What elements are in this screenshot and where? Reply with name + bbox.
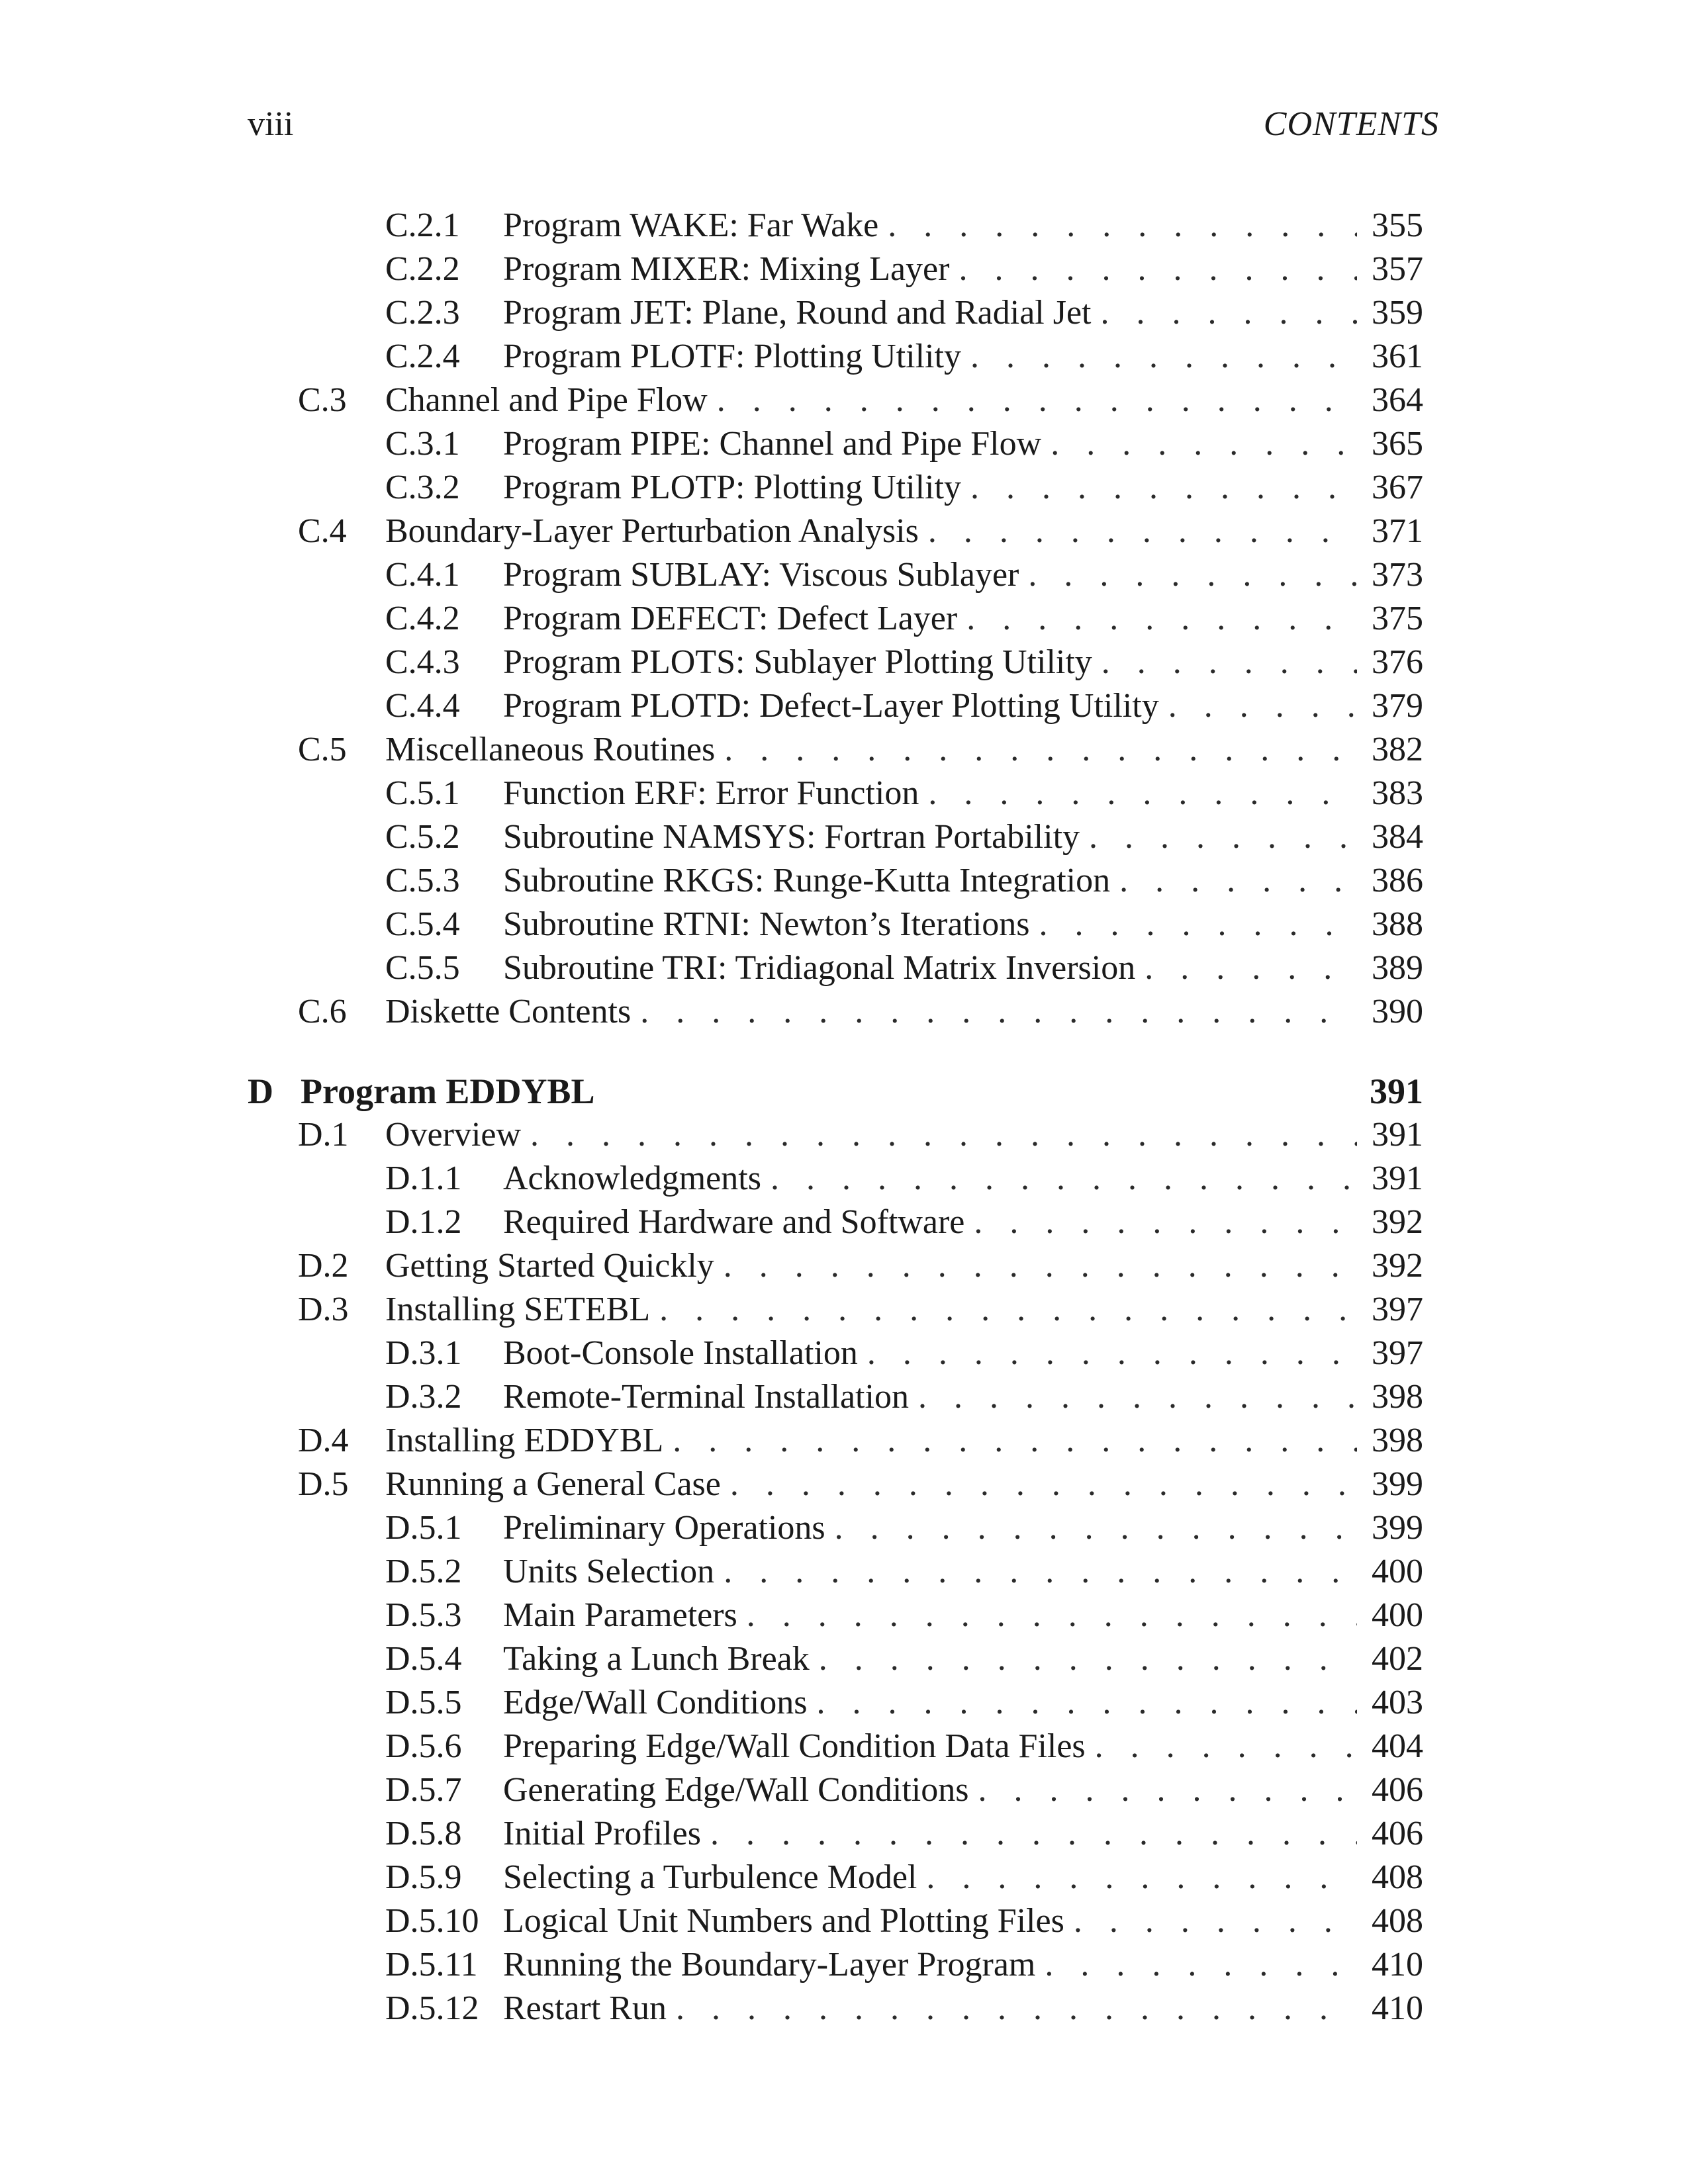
toc-entry-title: Program WAKE: Far Wake xyxy=(503,206,879,244)
dot-leader xyxy=(673,1419,1357,1463)
toc-entry xyxy=(0,291,1688,335)
toc-entry xyxy=(0,684,1688,728)
toc-title-line xyxy=(503,1375,1357,1419)
toc-entry-title: Units Selection xyxy=(503,1553,715,1590)
dot-leader xyxy=(1145,946,1357,990)
toc-entry-title: Program MIXER: Mixing Layer xyxy=(503,250,950,288)
toc-entry-title: Boot-Console Installation xyxy=(503,1334,858,1372)
toc-title-line xyxy=(503,1594,1357,1637)
dot-leader xyxy=(730,1463,1357,1506)
toc-entry-title: Program EDDYBL xyxy=(301,1071,595,1111)
toc-entry-title: Restart Run xyxy=(503,1989,667,2027)
dot-leader xyxy=(970,466,1357,510)
toc-title-line xyxy=(503,1812,1357,1856)
toc-title-line xyxy=(385,1113,1357,1157)
toc-entry-title: Program PLOTF: Plotting Utility xyxy=(503,338,961,375)
toc-entry-number: D.5.8 xyxy=(385,1815,462,1852)
toc-entry-page: 384 xyxy=(1372,818,1423,856)
toc-entry-number: D.5 xyxy=(298,1465,349,1503)
toc-title-line xyxy=(503,903,1357,946)
dot-leader xyxy=(926,1856,1357,1899)
toc-entry-page: 361 xyxy=(1372,338,1423,375)
toc-entry xyxy=(0,728,1688,772)
toc-title-line xyxy=(385,379,1357,422)
toc-entry xyxy=(0,772,1688,815)
toc-entry-number: C.5.1 xyxy=(385,774,460,812)
toc-entry-page: 406 xyxy=(1372,1771,1423,1809)
toc-title-line xyxy=(503,1856,1357,1899)
toc-title-line xyxy=(503,1768,1357,1812)
toc-entry-number: D.1 xyxy=(298,1116,349,1154)
toc-entry-title: Program JET: Plane, Round and Radial Jet xyxy=(503,294,1092,332)
toc-entry-title: Program PLOTP: Plotting Utility xyxy=(503,469,961,506)
toc-entry-page: 373 xyxy=(1372,556,1423,594)
toc-entry-page: 398 xyxy=(1372,1422,1423,1459)
toc-entry-number: C.5.4 xyxy=(385,905,460,943)
toc-entry xyxy=(0,1375,1688,1419)
toc-entry-page: 375 xyxy=(1372,600,1423,637)
toc-entry-number: D.4 xyxy=(298,1422,349,1459)
toc-entry-page: 397 xyxy=(1372,1334,1423,1372)
toc-entry-title: Main Parameters xyxy=(503,1596,737,1634)
toc-entry-number: C.4.1 xyxy=(385,556,460,594)
toc-entry xyxy=(0,1637,1688,1681)
dot-leader xyxy=(974,1201,1357,1244)
toc-title-line xyxy=(503,1725,1357,1768)
toc-entry-number: D.5.2 xyxy=(385,1553,462,1590)
toc-entry-page: 390 xyxy=(1372,993,1423,1030)
toc-title-line xyxy=(503,1987,1357,2030)
toc-entry xyxy=(0,859,1688,903)
toc-entry-number: D.5.7 xyxy=(385,1771,462,1809)
dot-leader xyxy=(1039,903,1357,946)
toc-entry xyxy=(0,815,1688,859)
toc-title-line xyxy=(503,815,1357,859)
toc-entry-page: 391 xyxy=(1372,1116,1423,1154)
toc-title-line xyxy=(385,510,1357,553)
toc-title-line xyxy=(503,1637,1357,1681)
toc-entry-title: Taking a Lunch Break xyxy=(503,1640,810,1678)
toc-entry xyxy=(0,1244,1688,1288)
toc-entry-page: 376 xyxy=(1372,643,1423,681)
toc-entry-title: Program SUBLAY: Viscous Sublayer xyxy=(503,556,1019,594)
toc-entry-number: C.3 xyxy=(298,381,347,419)
toc-entry xyxy=(0,1332,1688,1375)
dot-leader xyxy=(1095,1725,1357,1768)
toc-entry xyxy=(0,1550,1688,1594)
toc-title-line xyxy=(503,466,1357,510)
toc-entry-page: 406 xyxy=(1372,1815,1423,1852)
toc-entry-title: Subroutine TRI: Tridiagonal Matrix Inversion xyxy=(503,949,1136,987)
toc-entry xyxy=(0,422,1688,466)
toc-entry-page: 389 xyxy=(1372,949,1423,987)
toc-entry xyxy=(0,248,1688,291)
toc-entry-number: D.3.2 xyxy=(385,1378,462,1416)
dot-leader xyxy=(978,1768,1357,1812)
toc-entry-title: Edge/Wall Conditions xyxy=(503,1684,808,1721)
toc-entry xyxy=(0,1899,1688,1943)
toc-entry-title: Program PLOTS: Sublayer Plotting Utility xyxy=(503,643,1092,681)
toc-entry-page: 359 xyxy=(1372,294,1423,332)
toc-title-line xyxy=(503,1201,1357,1244)
dot-leader xyxy=(1028,553,1357,597)
toc-entry-number: D.5.9 xyxy=(385,1858,462,1896)
toc-entry-number: C.4.2 xyxy=(385,600,460,637)
toc-entry xyxy=(0,1943,1688,1987)
dot-leader xyxy=(530,1113,1357,1157)
toc-entry-number: C.3.2 xyxy=(385,469,460,506)
toc-entry xyxy=(0,379,1688,422)
toc-entry-page: 357 xyxy=(1372,250,1423,288)
toc-entry xyxy=(0,1681,1688,1725)
toc-entry xyxy=(0,1288,1688,1332)
toc-chapter-entry xyxy=(0,1069,1688,1113)
toc-entry-page: 383 xyxy=(1372,774,1423,812)
toc-title-line xyxy=(503,335,1357,379)
dot-leader xyxy=(959,248,1357,291)
toc-entry-title: Acknowledgments xyxy=(503,1160,761,1197)
toc-entry-page: 388 xyxy=(1372,905,1423,943)
toc-entry-page: 410 xyxy=(1372,1946,1423,1983)
toc-entry-number: C.4.4 xyxy=(385,687,460,725)
dot-leader xyxy=(888,204,1357,248)
dot-leader xyxy=(676,1987,1357,2030)
toc-title-line xyxy=(503,1943,1357,1987)
toc-entry xyxy=(0,1725,1688,1768)
toc-entry-page: 399 xyxy=(1372,1465,1423,1503)
toc-entry-number: C.2.4 xyxy=(385,338,460,375)
toc-title-line xyxy=(503,422,1357,466)
toc-entry-page: 397 xyxy=(1372,1291,1423,1328)
toc-entry-page: 367 xyxy=(1372,469,1423,506)
running-head: CONTENTS xyxy=(1263,105,1439,143)
toc-entry-page: 391 xyxy=(1372,1160,1423,1197)
toc-entry-number: D.5.12 xyxy=(385,1989,479,2027)
toc-entry-number: D.2 xyxy=(298,1247,349,1285)
toc-title-line xyxy=(503,597,1357,641)
toc-entry-number: C.4 xyxy=(298,512,347,550)
toc-title-line xyxy=(301,1069,1357,1113)
toc-entry-title: Initial Profiles xyxy=(503,1815,701,1852)
toc-title-line xyxy=(503,684,1357,728)
toc-entry-title: Getting Started Quickly xyxy=(385,1247,714,1285)
toc-entry xyxy=(0,335,1688,379)
toc-entry-title: Program PIPE: Channel and Pipe Flow xyxy=(503,425,1042,463)
toc-entry xyxy=(0,990,1688,1034)
dot-leader xyxy=(659,1288,1357,1332)
toc-entry-number: D.1.1 xyxy=(385,1160,462,1197)
toc-entry-number: D.5.6 xyxy=(385,1727,462,1765)
toc-entry-number: D.5.1 xyxy=(385,1509,462,1547)
toc-entry-title: Program DEFECT: Defect Layer xyxy=(503,600,958,637)
toc-entry-title: Logical Unit Numbers and Plotting Files xyxy=(503,1902,1064,1940)
page-header xyxy=(248,99,1439,152)
toc-entry-title: Program PLOTD: Defect-Layer Plotting Utility xyxy=(503,687,1159,725)
toc-entry-page: 400 xyxy=(1372,1596,1423,1634)
dot-leader xyxy=(1045,1943,1357,1987)
toc-entry-page: 365 xyxy=(1372,425,1423,463)
toc-entry-number: C.5.5 xyxy=(385,949,460,987)
toc-title-line xyxy=(503,1899,1357,1943)
toc-title-line xyxy=(503,946,1357,990)
toc-entry-number: C.2.1 xyxy=(385,206,460,244)
dot-leader xyxy=(1168,684,1357,728)
toc-entry-page: 398 xyxy=(1372,1378,1423,1416)
toc-title-line xyxy=(503,1550,1357,1594)
toc-entry-title: Required Hardware and Software xyxy=(503,1203,965,1241)
toc-title-line xyxy=(503,1506,1357,1550)
toc-entry xyxy=(0,466,1688,510)
toc-entry xyxy=(0,553,1688,597)
toc-entry-title: Running a General Case xyxy=(385,1465,721,1503)
toc-entry xyxy=(0,1157,1688,1201)
dot-leader xyxy=(816,1681,1357,1725)
dot-leader xyxy=(710,1812,1357,1856)
toc-entry-number: D.5.4 xyxy=(385,1640,462,1678)
toc-entry xyxy=(0,597,1688,641)
dot-leader xyxy=(724,1550,1357,1594)
toc-entry xyxy=(0,1768,1688,1812)
toc-entry xyxy=(0,1113,1688,1157)
toc-entry xyxy=(0,641,1688,684)
toc-entry-page: 392 xyxy=(1372,1203,1423,1241)
toc-entry-number: D.5.3 xyxy=(385,1596,462,1634)
toc-entry-number: D.3.1 xyxy=(385,1334,462,1372)
toc-entry-page: 399 xyxy=(1372,1509,1423,1547)
toc-entry xyxy=(0,1856,1688,1899)
toc-title-line xyxy=(503,291,1357,335)
toc-entry-title: Boundary-Layer Perturbation Analysis xyxy=(385,512,919,550)
toc-title-line xyxy=(385,990,1357,1034)
toc-entry-title: Selecting a Turbulence Model xyxy=(503,1858,917,1896)
toc-entry-page: 408 xyxy=(1372,1858,1423,1896)
toc-entry xyxy=(0,1987,1688,2030)
dot-leader xyxy=(928,510,1357,553)
toc-entry-number: C.3.1 xyxy=(385,425,460,463)
toc-entry-page: 404 xyxy=(1372,1727,1423,1765)
dot-leader xyxy=(918,1375,1357,1419)
toc-entry-title: Subroutine RTNI: Newton’s Iterations xyxy=(503,905,1030,943)
toc-entry-title: Installing EDDYBL xyxy=(385,1422,664,1459)
toc-entry-page: 403 xyxy=(1372,1684,1423,1721)
toc-entry-title: Function ERF: Error Function xyxy=(503,774,919,812)
dot-leader xyxy=(640,990,1357,1034)
toc-entry-title: Installing SETEBL xyxy=(385,1291,651,1328)
toc-entry-title: Overview xyxy=(385,1116,522,1154)
toc-title-line xyxy=(503,859,1357,903)
toc-entry xyxy=(0,1812,1688,1856)
toc-entry-title: Subroutine NAMSYS: Fortran Portability xyxy=(503,818,1080,856)
toc-entry-page: 355 xyxy=(1372,206,1423,244)
toc-entry-title: Subroutine RKGS: Runge-Kutta Integration xyxy=(503,862,1111,899)
toc-title-line xyxy=(503,248,1357,291)
toc-entry-title: Preliminary Operations xyxy=(503,1509,825,1547)
dot-leader xyxy=(1074,1899,1357,1943)
toc-entry-page: 391 xyxy=(1370,1071,1423,1111)
dot-leader xyxy=(724,728,1357,772)
toc-entry-number: C.6 xyxy=(298,993,347,1030)
toc-title-line xyxy=(385,1463,1357,1506)
toc-entry xyxy=(0,946,1688,990)
dot-leader xyxy=(1089,815,1357,859)
toc-entry-number: D.5.5 xyxy=(385,1684,462,1721)
dot-leader xyxy=(867,1332,1357,1375)
toc-entry xyxy=(0,903,1688,946)
toc-entry-number: D.3 xyxy=(298,1291,349,1328)
toc-entry-page: 382 xyxy=(1372,731,1423,768)
toc-title-line xyxy=(503,772,1357,815)
toc-entry-page: 408 xyxy=(1372,1902,1423,1940)
toc-entry-title: Miscellaneous Routines xyxy=(385,731,716,768)
toc-title-line xyxy=(503,1681,1357,1725)
toc-entry-page: 400 xyxy=(1372,1553,1423,1590)
dot-leader xyxy=(819,1637,1357,1681)
toc-entry-number: C.5.2 xyxy=(385,818,460,856)
toc-entry xyxy=(0,1594,1688,1637)
toc-entry xyxy=(0,510,1688,553)
toc-entry-page: 392 xyxy=(1372,1247,1423,1285)
toc-title-line xyxy=(385,728,1357,772)
dot-leader xyxy=(835,1506,1357,1550)
toc-entry-title: Diskette Contents xyxy=(385,993,632,1030)
toc-entry-page: 410 xyxy=(1372,1989,1423,2027)
toc-title-line xyxy=(385,1419,1357,1463)
toc-entry-number: C.2.2 xyxy=(385,250,460,288)
dot-leader xyxy=(717,379,1357,422)
toc-entry-page: 386 xyxy=(1372,862,1423,899)
toc-entry-page: 402 xyxy=(1372,1640,1423,1678)
toc-title-line xyxy=(385,1244,1357,1288)
toc-entry-number: D.1.2 xyxy=(385,1203,462,1241)
dot-leader xyxy=(928,772,1357,815)
toc-entry xyxy=(0,204,1688,248)
toc-title-line xyxy=(503,1332,1357,1375)
dot-leader xyxy=(970,335,1357,379)
dot-leader xyxy=(1119,859,1357,903)
toc-entry-title: Generating Edge/Wall Conditions xyxy=(503,1771,969,1809)
dot-leader xyxy=(1101,291,1358,335)
toc-title-line xyxy=(503,204,1357,248)
toc-title-line xyxy=(503,641,1357,684)
dot-leader xyxy=(1051,422,1357,466)
page-number: viii xyxy=(248,105,294,143)
toc-entry-number: C.2.3 xyxy=(385,294,460,332)
dot-leader xyxy=(747,1594,1357,1637)
dot-leader xyxy=(966,597,1357,641)
toc-entry xyxy=(0,1506,1688,1550)
toc-title-line xyxy=(385,1288,1357,1332)
toc-entry-number: D.5.10 xyxy=(385,1902,479,1940)
toc-title-line xyxy=(503,1157,1357,1201)
toc-entry-page: 379 xyxy=(1372,687,1423,725)
toc-entry-number: C.5.3 xyxy=(385,862,460,899)
toc-title-line xyxy=(503,553,1357,597)
toc-entry-number: D xyxy=(248,1071,273,1111)
toc-entry-number: D.5.11 xyxy=(385,1946,478,1983)
toc-entry xyxy=(0,1419,1688,1463)
toc-entry-page: 371 xyxy=(1372,512,1423,550)
toc-entry-title: Preparing Edge/Wall Condition Data Files xyxy=(503,1727,1086,1765)
toc-entry-title: Running the Boundary-Layer Program xyxy=(503,1946,1036,1983)
dot-leader xyxy=(771,1157,1357,1201)
toc-entry xyxy=(0,1463,1688,1506)
toc-entry-title: Remote-Terminal Installation xyxy=(503,1378,909,1416)
dot-leader xyxy=(724,1244,1357,1288)
toc-entry-number: C.4.3 xyxy=(385,643,460,681)
toc-entry-page: 364 xyxy=(1372,381,1423,419)
toc-entry xyxy=(0,1201,1688,1244)
toc-entry-number: C.5 xyxy=(298,731,347,768)
dot-leader xyxy=(1102,641,1357,684)
toc-entry-title: Channel and Pipe Flow xyxy=(385,381,708,419)
